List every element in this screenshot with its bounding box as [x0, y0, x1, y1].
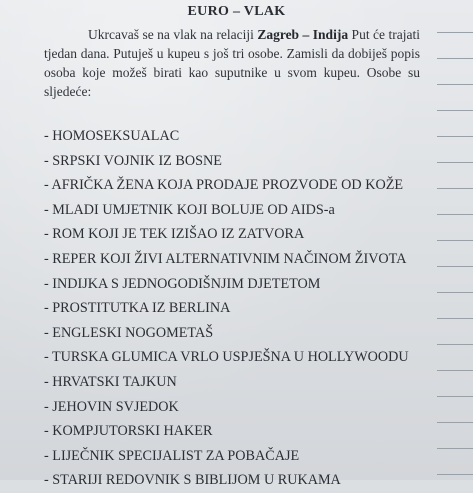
list-item: - INDIJKA S JEDNOGODIŠNJIM DJETETOM — [44, 275, 321, 292]
list-item: - TURSKA GLUMICA VRLO USPJEŠNA U HOLLYWOODU — [44, 349, 409, 366]
list-item: - JEHOVIN SVJEDOK — [44, 398, 179, 415]
route-from: Zagreb — [257, 27, 300, 42]
margin-rule-line — [437, 370, 473, 371]
list-item: - LIJEČNIK SPECIJALIST ZA POBAČAJE — [44, 447, 300, 464]
list-item: - AFRIČKA ŽENA KOJA PRODAJE PROZVODE OD KOŽE — [44, 177, 404, 194]
margin-rule-line — [437, 188, 473, 189]
margin-rule-line — [437, 110, 473, 111]
margin-rule-line — [437, 214, 473, 215]
margin-rule-line — [437, 266, 473, 267]
list-item: - MLADI UMJETNIK KOJI BOLUJE OD AIDS-a — [44, 201, 335, 218]
margin-rule-line — [437, 240, 473, 241]
margin-rule-line — [437, 396, 473, 397]
margin-rule-line — [437, 318, 473, 319]
margin-rule-line — [437, 448, 473, 449]
margin-rule-line — [437, 474, 473, 475]
margin-rule-line — [437, 292, 473, 293]
list-item: - SRPSKI VOJNIK IZ BOSNE — [44, 152, 222, 169]
ruled-margin — [433, 0, 473, 480]
list-item: - PROSTITUTKA IZ BERLINA — [44, 300, 231, 317]
intro-text-end: Put će trajati tjedan dana. Putuješ u kupeu s još tri osobe. Zamisli da dobiješ popis osoba koje možeš birati kao suputnike u svom kupeu. Osobe su sljedeće: — [44, 27, 420, 99]
intro-text-start: Ukrcavaš se na vlak na relaciji — [88, 27, 258, 42]
list-item: - HRVATSKI TAJKUN — [44, 373, 177, 390]
persons-list — [44, 124, 434, 493]
list-item: - REPER KOJI ŽIVI ALTERNATIVNIM NAČINOM ŽIVOTA — [44, 250, 407, 267]
document-title: EURO – VLAK — [187, 4, 286, 19]
route-to: Indija — [312, 27, 349, 42]
margin-rule-line — [437, 84, 473, 85]
margin-rule-line — [437, 344, 473, 345]
margin-rule-line — [437, 32, 473, 33]
route-separator: – — [299, 27, 313, 42]
margin-rule-line — [437, 136, 473, 137]
intro-paragraph — [44, 25, 420, 101]
list-item: - ROM KOJI JE TEK IZIŠAO IZ ZATVORA — [44, 226, 305, 243]
list-item: - KOMPJUTORSKI HAKER — [44, 423, 213, 440]
margin-rule-line — [437, 162, 473, 163]
list-item: - HOMOSEKSUALAC — [44, 128, 180, 144]
margin-rule-line — [437, 58, 473, 59]
list-item: - ENGLESKI NOGOMETAŠ — [44, 324, 214, 341]
list-item: - STARIJI REDOVNIK S BIBLIJOM U RUKAMA — [44, 472, 341, 489]
margin-rule-line — [437, 422, 473, 423]
